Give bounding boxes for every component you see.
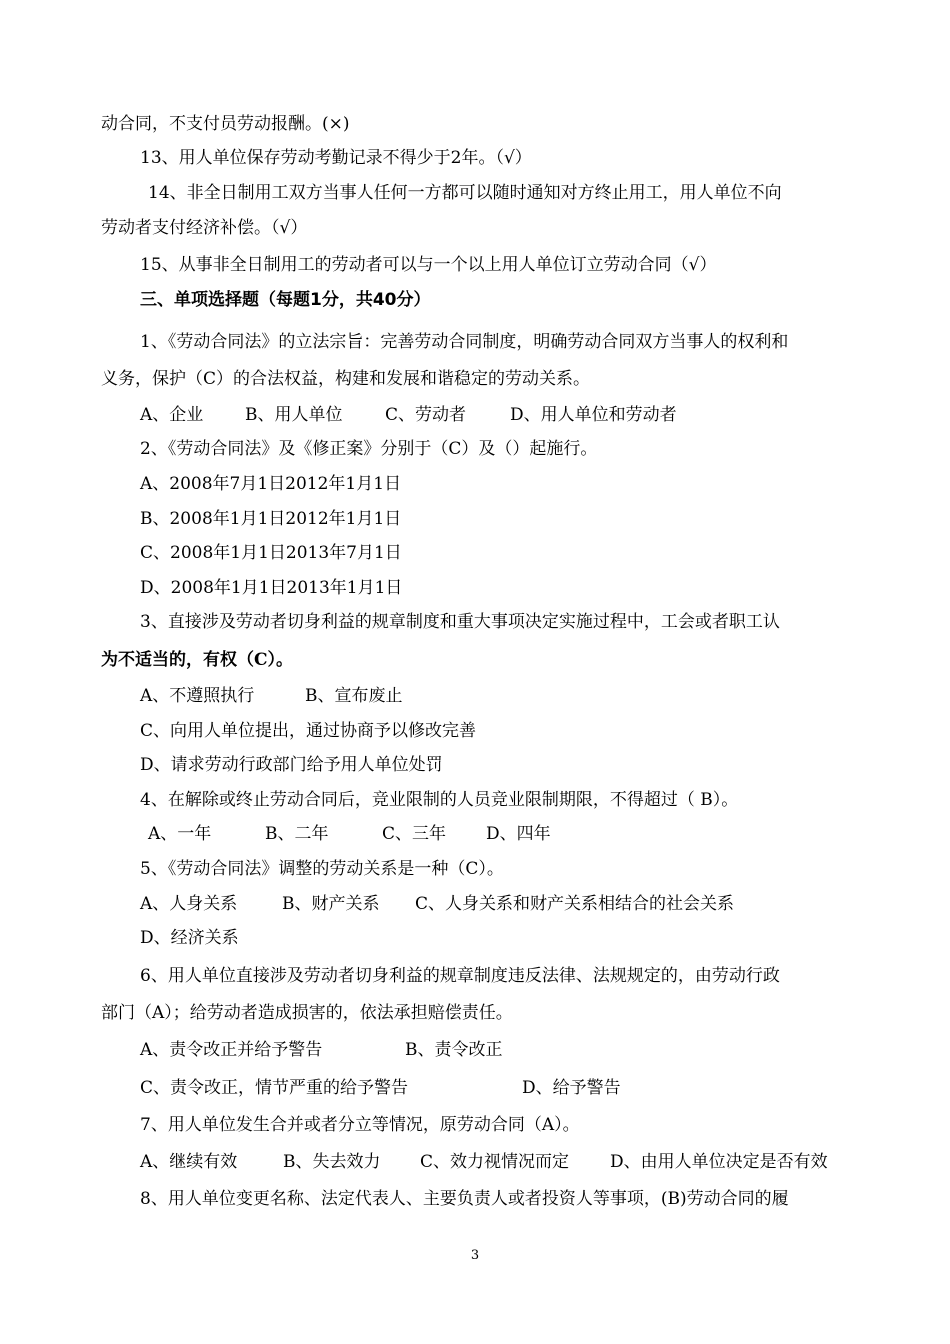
option: A、2008年7月1日2012年1月1日 (140, 474, 402, 494)
option: C、2008年1月1日2013年7月1日 (140, 543, 402, 563)
text-line: 劳动者支付经济补偿。（√） (101, 218, 308, 238)
option: A、继续有效 (140, 1152, 238, 1172)
question-7: 7、用人单位发生合并或者分立等情况，原劳动合同（A）。 (140, 1115, 580, 1135)
option: B、2008年1月1日2012年1月1日 (140, 509, 402, 529)
option: D、经济关系 (140, 928, 239, 948)
option: D、用人单位和劳动者 (510, 405, 677, 425)
question-4-options (148, 822, 551, 846)
option: C、责令改正，情节严重的给予警告 (140, 1078, 409, 1098)
option: A、一年 (148, 824, 212, 844)
text-line: 为不适当的，有权（C）。 (101, 650, 294, 670)
option: C、效力视情况而定 (420, 1152, 570, 1172)
option: D、给予警告 (522, 1078, 621, 1098)
option: D、请求劳动行政部门给予用人单位处罚 (140, 755, 443, 775)
question-8: 8、用人单位变更名称、法定代表人、主要负责人或者投资人等事项，(B)劳动合同的履 (140, 1189, 789, 1209)
question-6-options (140, 1076, 621, 1100)
option: B、二年 (265, 824, 329, 844)
question-6-options (140, 1038, 503, 1062)
option: C、劳动者 (385, 405, 467, 425)
true-false-item-13: 13、用人单位保存劳动考勤记录不得少于2年。（√） (140, 148, 532, 168)
section-heading: 三、单项选择题（每题1分，共40分） (140, 290, 431, 310)
question-5: 5、《劳动合同法》调整的劳动关系是一种（C）。 (140, 859, 504, 879)
question-2: 2、《劳动合同法》及《修正案》分别于（C）及（）起施行。 (140, 439, 598, 459)
option: B、失去效力 (283, 1152, 381, 1172)
question-1-options (140, 403, 677, 427)
option: A、不遵照执行 (140, 686, 255, 706)
option: B、宣布废止 (305, 686, 403, 706)
question-7-options (140, 1150, 828, 1174)
option: D、四年 (486, 824, 551, 844)
question-5-options (140, 892, 734, 916)
question-1: 1、《劳动合同法》的立法宗旨：完善劳动合同制度，明确劳动合同双方当事人的权利和 (140, 332, 789, 352)
option: D、2008年1月1日2013年1月1日 (140, 578, 403, 598)
text-line: 动合同，不支付员劳动报酬。(×) (101, 114, 350, 134)
option: C、人身关系和财产关系相结合的社会关系 (415, 894, 735, 914)
option: A、企业 (140, 405, 204, 425)
question-6: 6、用人单位直接涉及劳动者切身利益的规章制度违反法律、法规规定的，由劳动行政 (140, 966, 780, 986)
question-4: 4、在解除或终止劳动合同后，竞业限制的人员竞业限制期限，不得超过（ B）。 (140, 790, 739, 810)
option: A、人身关系 (140, 894, 238, 914)
option: D、由用人单位决定是否有效 (610, 1152, 828, 1172)
text-line: 义务，保护（C）的合法权益，构建和发展和谐稳定的劳动关系。 (101, 369, 591, 389)
page-number: 3 (470, 1248, 480, 1263)
option: C、向用人单位提出，通过协商予以修改完善 (140, 721, 477, 741)
text-line: 部门（A）；给劳动者造成损害的，依法承担赔偿责任。 (101, 1003, 513, 1023)
option: C、三年 (382, 824, 447, 844)
question-3: 3、直接涉及劳动者切身利益的规章制度和重大事项决定实施过程中，工会或者职工认 (140, 612, 780, 632)
true-false-item-15: 15、从事非全日制用工的劳动者可以与一个以上用人单位订立劳动合同（√） (140, 255, 717, 275)
option: B、用人单位 (245, 405, 343, 425)
option: B、财产关系 (282, 894, 380, 914)
question-3-options (140, 684, 403, 708)
true-false-item-14: 14、非全日制用工双方当事人任何一方都可以随时通知对方终止用工，用人单位不向 (148, 183, 782, 203)
option: B、责令改正 (405, 1040, 503, 1060)
option: A、责令改正并给予警告 (140, 1040, 323, 1060)
